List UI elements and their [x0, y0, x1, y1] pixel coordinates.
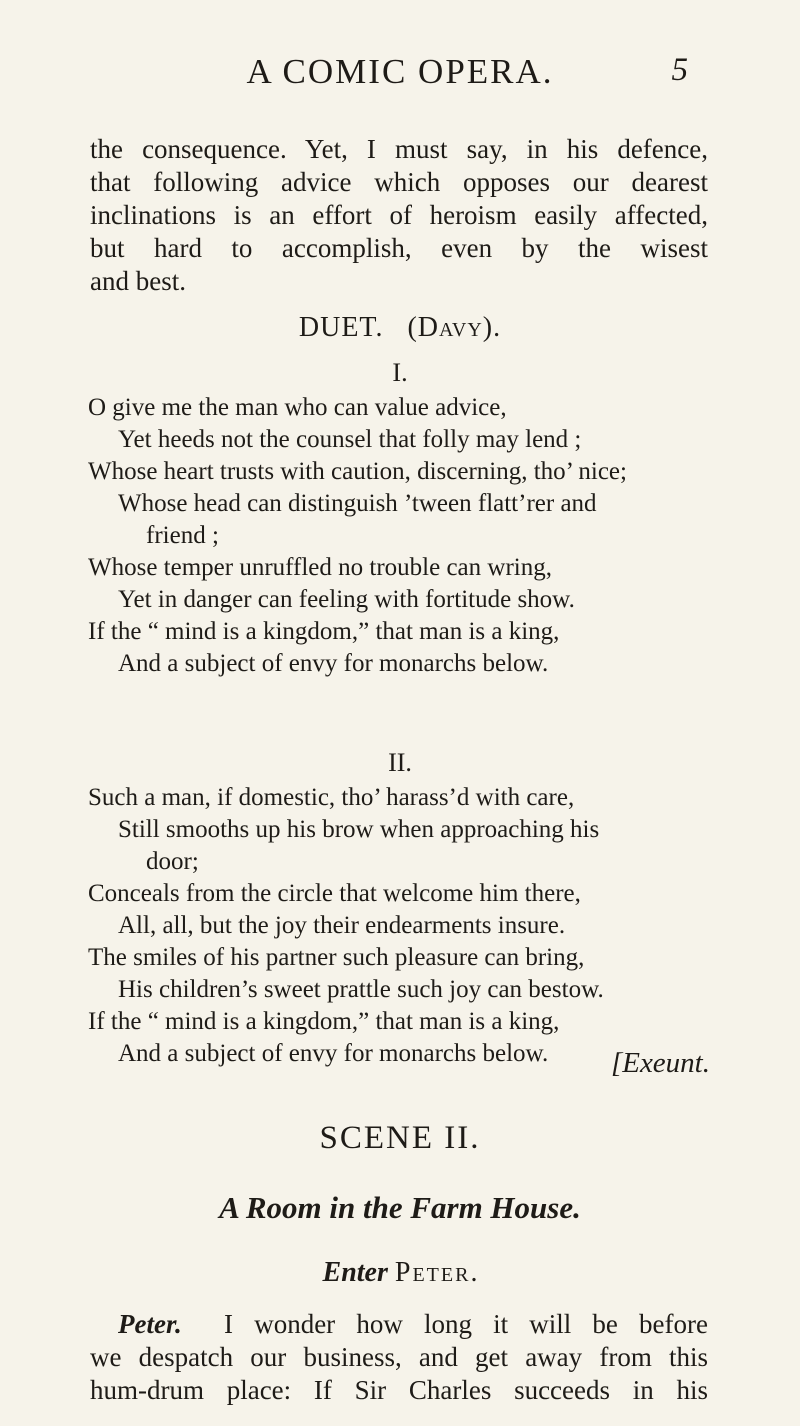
speech-line: hum-drum place: If Sir Charles succeeds in his [90, 1375, 708, 1405]
duet-author-open: (D [407, 312, 440, 343]
verse-line: If the “ mind is a kingdom,” that man is a king, [88, 618, 560, 645]
stanza-number-1: I. [392, 358, 408, 387]
verse-line: Whose temper unruffled no trouble can wring, [88, 554, 552, 581]
stage-direction-exeunt: [Exeunt. [610, 1047, 710, 1079]
verse-line: Such a man, if domestic, tho’ harass’d with care, [88, 784, 575, 811]
scene-setting: A Room in the Farm House. [219, 1190, 581, 1225]
stanza-1 [88, 392, 728, 680]
character-initial: P [394, 1257, 413, 1288]
intro-paragraph [90, 133, 708, 298]
verse-line: Whose heart trusts with caution, discerning, tho’ nice; [88, 458, 627, 485]
prose-line: the consequence. Yet, I must say, in his defence, [90, 134, 708, 164]
enter-word: Enter [322, 1257, 388, 1288]
stage-direction-enter [0, 1257, 800, 1289]
verse-line: His children’s sweet prattle such joy can bestow. [118, 976, 604, 1003]
peter-speech [90, 1308, 708, 1407]
stanza-number-2: II. [388, 748, 412, 777]
verse-line: If the “ mind is a kingdom,” that man is a king, [88, 1008, 560, 1035]
duet-author-close: ). [482, 312, 502, 343]
speech-line [90, 1308, 708, 1341]
verse-line: And a subject of envy for monarchs below. [118, 650, 549, 677]
character-end: . [470, 1257, 478, 1288]
prose-line: that following advice which opposes our dearest [90, 167, 708, 197]
speech-line: we despatch our business, and get away from this [90, 1342, 708, 1372]
verse-line: All, all, but the joy their endearments insure. [118, 912, 566, 939]
prose-line: and best. [90, 266, 186, 296]
verse-line: friend ; [146, 522, 219, 549]
duet-label: DUET. [298, 312, 384, 343]
stanza-2 [88, 782, 728, 1070]
running-title: A COMIC OPERA. [246, 52, 554, 91]
verse-line: Yet in danger can feeling with fortitude show. [118, 586, 575, 613]
prose-line: inclinations is an effort of heroism easily affected, [90, 200, 708, 230]
page-number: 5 [671, 52, 688, 88]
verse-line: And a subject of envy for monarchs below. [118, 1040, 549, 1067]
verse-line: door; [146, 848, 199, 875]
duet-author: avy [439, 312, 483, 343]
verse-line: O give me the man who can value advice, [88, 394, 507, 421]
prose-line: but hard to accomplish, even by the wisest [90, 233, 708, 263]
page-header [0, 52, 800, 102]
speaker-name: Peter. [118, 1309, 182, 1339]
verse-line: Yet heeds not the counsel that folly may lend ; [118, 426, 582, 453]
verse-line: Conceals from the circle that welcome him there, [88, 880, 581, 907]
duet-heading [0, 312, 800, 344]
character-name: eter [412, 1257, 471, 1288]
scene-title: SCENE II. [319, 1120, 481, 1156]
speech-text: I wonder how long it will be before [224, 1309, 709, 1339]
verse-line: Whose head can distinguish ’tween flatt’rer and [118, 490, 597, 517]
verse-line: The smiles of his partner such pleasure can bring, [88, 944, 585, 971]
verse-line: Still smooths up his brow when approaching his [118, 816, 600, 843]
